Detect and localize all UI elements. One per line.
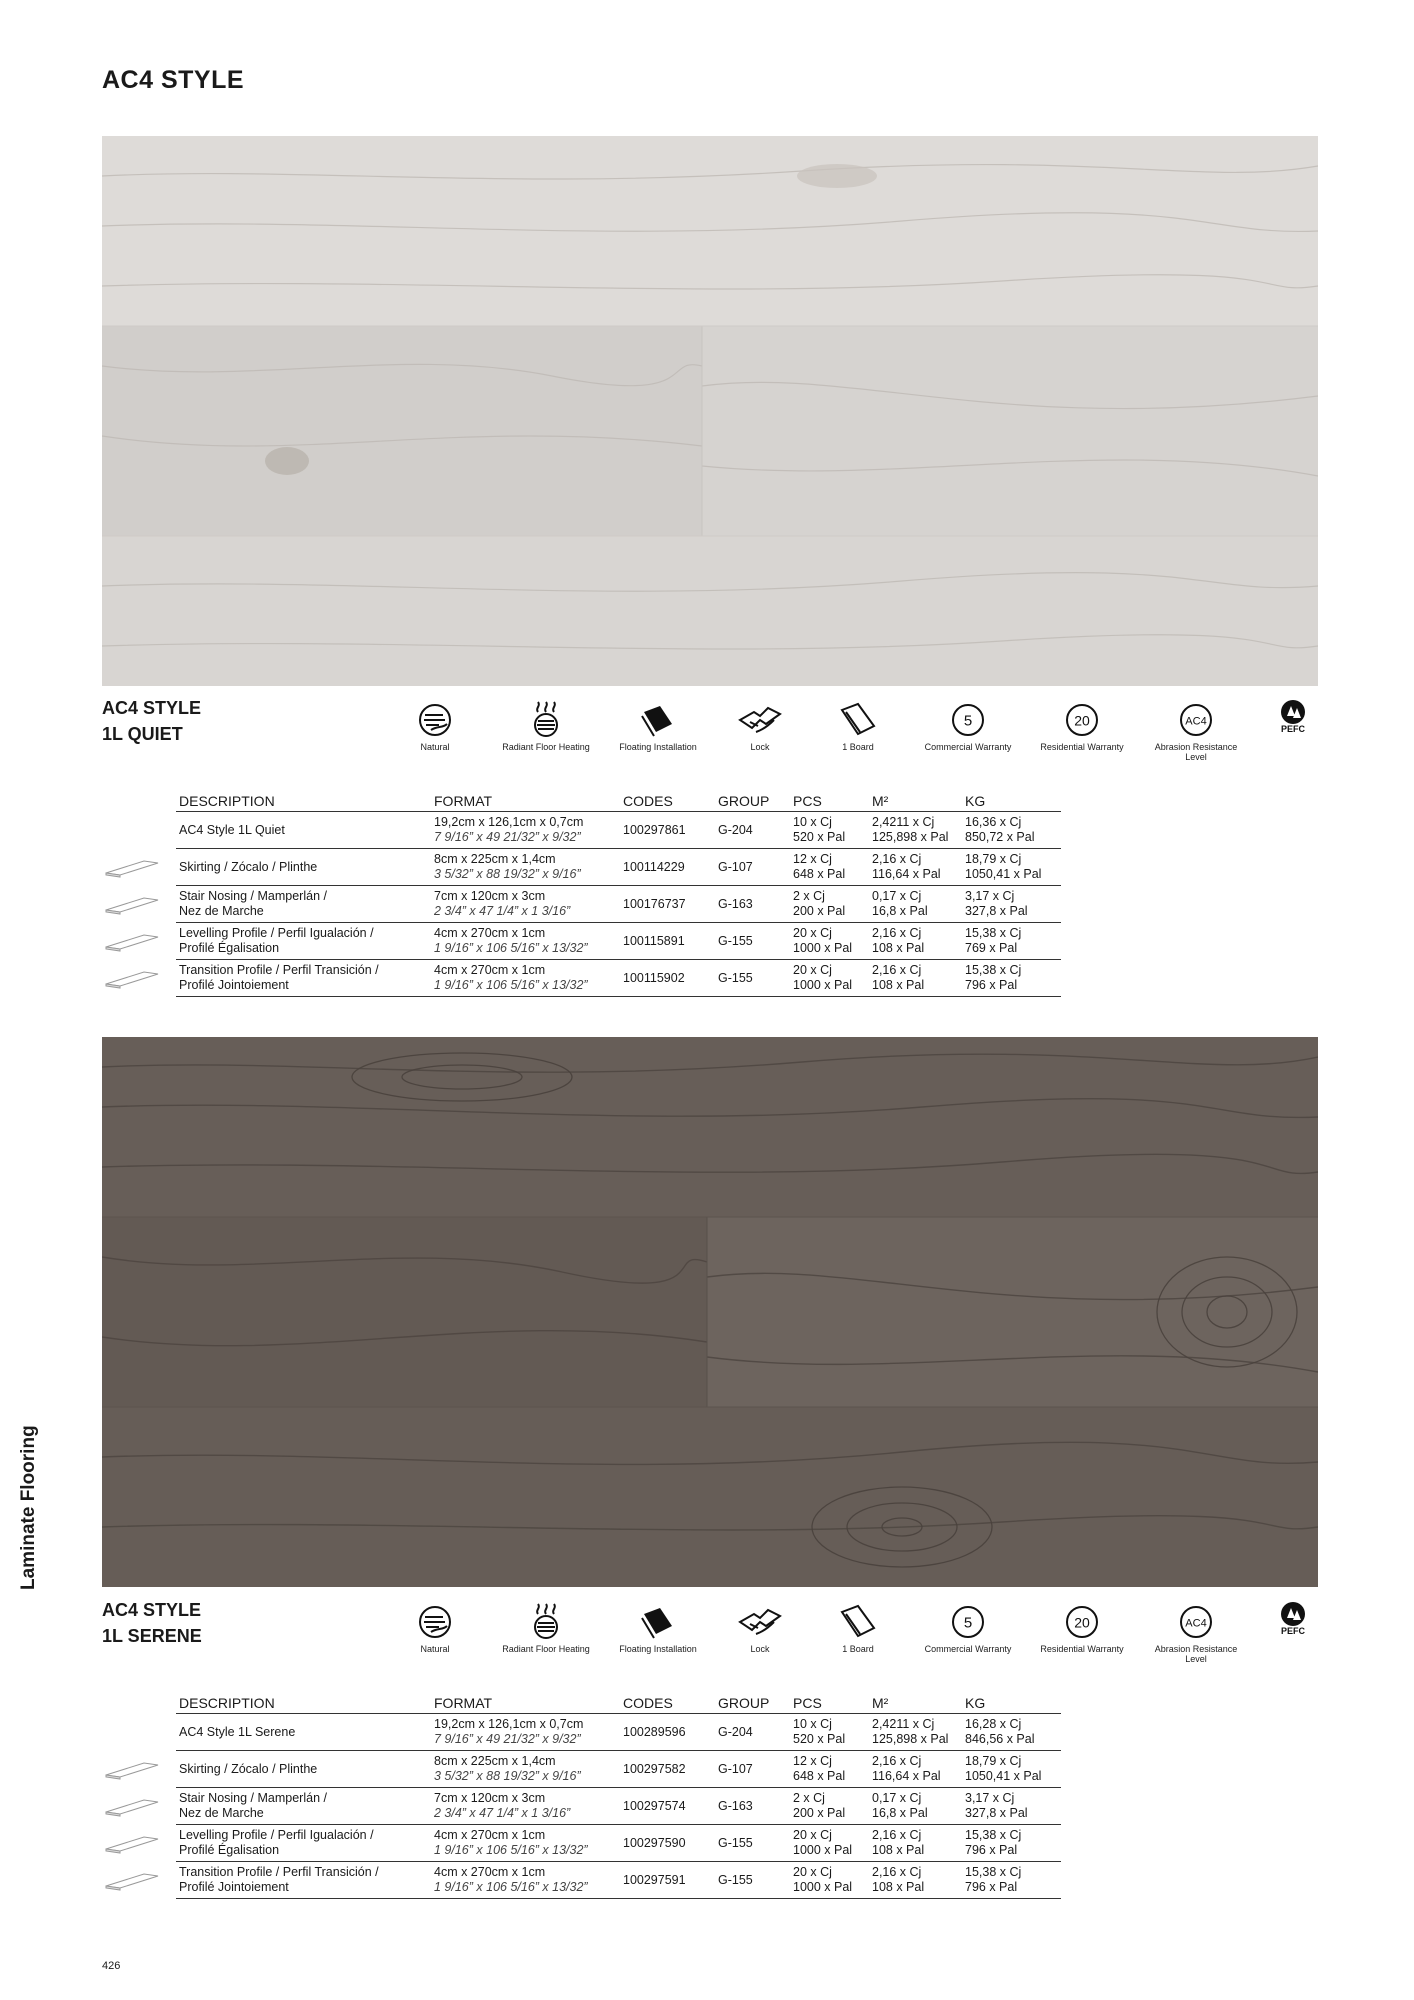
skirting-profile-icon <box>104 857 160 879</box>
feature-natural <box>385 698 485 752</box>
table-row <box>176 1714 1061 1751</box>
feature-abrasion-resistance <box>1146 698 1246 762</box>
column-header: PCS <box>790 1694 869 1714</box>
m2-cell: 0,17 x Cj 16,8 x Pal <box>869 886 962 923</box>
feature-commercial-warranty <box>918 698 1018 752</box>
page-title: AC4 STYLE <box>102 66 245 94</box>
one-board-icon <box>808 698 908 738</box>
column-header: FORMAT <box>431 792 620 812</box>
stair-nosing-icon <box>104 894 160 916</box>
m2-cell: 2,4211 x Cj 125,898 x Pal <box>869 812 962 849</box>
description-cell: Transition Profile / Perfil Transición / Profilé Jointoiement <box>176 1862 431 1899</box>
one-board-icon <box>808 1600 908 1640</box>
m2-cell: 2,16 x Cj 108 x Pal <box>869 1862 962 1899</box>
description-cell: Transition Profile / Perfil Transición / Profilé Jointoiement <box>176 960 431 997</box>
pcs-cell: 10 x Cj 520 x Pal <box>790 1714 869 1751</box>
column-header: CODES <box>620 792 715 812</box>
feature-floating-installation <box>608 698 708 752</box>
group-cell: G-155 <box>715 923 790 960</box>
m2-cell: 2,4211 x Cj 125,898 x Pal <box>869 1714 962 1751</box>
format-cell: 19,2cm x 126,1cm x 0,7cm 7 9/16” x 49 21/32” x 9/32” <box>431 1714 620 1751</box>
group-cell: G-107 <box>715 1751 790 1788</box>
feature-label: 1 Board <box>842 742 874 752</box>
description-cell: Skirting / Zócalo / Plinthe <box>176 1751 431 1788</box>
feature-radiant-floor-heating <box>496 698 596 752</box>
abrasion-resistance-icon <box>1146 698 1246 738</box>
description-cell: Levelling Profile / Perfil Igualación / Profilé Égalisation <box>176 923 431 960</box>
residential-warranty-icon <box>1032 1600 1132 1640</box>
code-cell: 100297582 <box>620 1751 715 1788</box>
table-row <box>176 1825 1061 1862</box>
commercial-warranty-icon <box>918 698 1018 738</box>
feature-label: Radiant Floor Heating <box>502 742 590 752</box>
group-cell: G-155 <box>715 1862 790 1899</box>
format-cell: 8cm x 225cm x 1,4cm 3 5/32” x 88 19/32” x 9/16” <box>431 849 620 886</box>
table-row <box>176 1788 1061 1825</box>
column-header: DESCRIPTION <box>176 792 431 812</box>
code-cell: 100114229 <box>620 849 715 886</box>
description-cell: AC4 Style 1L Serene <box>176 1714 431 1751</box>
pcs-cell: 20 x Cj 1000 x Pal <box>790 923 869 960</box>
table-row <box>176 812 1061 849</box>
spec-table-quiet <box>176 792 1061 997</box>
feature-label: Natural <box>420 1644 450 1654</box>
table-row <box>176 1751 1061 1788</box>
table-row <box>176 886 1061 923</box>
pcs-cell: 10 x Cj 520 x Pal <box>790 812 869 849</box>
natural-icon <box>385 1600 485 1640</box>
code-cell: 100297861 <box>620 812 715 849</box>
transition-profile-icon <box>104 968 160 990</box>
feature-label: Floating Installation <box>619 1644 697 1654</box>
wood-sample-image-serene <box>102 1037 1318 1587</box>
feature-floating-installation <box>608 1600 708 1654</box>
svg-text:PEFC: PEFC <box>1280 1626 1306 1636</box>
group-cell: G-204 <box>715 1714 790 1751</box>
format-cell: 4cm x 270cm x 1cm 1 9/16” x 106 5/16” x 13/32” <box>431 1862 620 1899</box>
code-cell: 100289596 <box>620 1714 715 1751</box>
m2-cell: 2,16 x Cj 116,64 x Pal <box>869 1751 962 1788</box>
feature-label: Commercial Warranty <box>924 1644 1012 1654</box>
code-cell: 100115891 <box>620 923 715 960</box>
kg-cell: 16,28 x Cj 846,56 x Pal <box>962 1714 1061 1751</box>
svg-text:20: 20 <box>1074 712 1090 729</box>
table-row <box>176 1862 1061 1899</box>
svg-text:AC4: AC4 <box>1185 1617 1207 1630</box>
pcs-cell: 20 x Cj 1000 x Pal <box>790 1862 869 1899</box>
wood-sample-image-quiet <box>102 136 1318 686</box>
pcs-cell: 12 x Cj 648 x Pal <box>790 849 869 886</box>
floating-installation-icon <box>608 1600 708 1640</box>
column-header: GROUP <box>715 792 790 812</box>
lock-icon <box>710 1600 810 1640</box>
abrasion-resistance-icon <box>1146 1600 1246 1640</box>
levelling-profile-icon <box>104 1833 160 1855</box>
commercial-warranty-icon <box>918 1600 1018 1640</box>
natural-icon <box>385 698 485 738</box>
product-name-line2: 1L SERENE <box>102 1626 202 1646</box>
kg-cell: 15,38 x Cj 796 x Pal <box>962 1825 1061 1862</box>
m2-cell: 0,17 x Cj 16,8 x Pal <box>869 1788 962 1825</box>
description-cell: Stair Nosing / Mamperlán / Nez de Marche <box>176 1788 431 1825</box>
kg-cell: 15,38 x Cj 796 x Pal <box>962 1862 1061 1899</box>
svg-text:AC4: AC4 <box>1185 715 1207 728</box>
spec-table-serene <box>176 1694 1061 1899</box>
feature-label: Floating Installation <box>619 742 697 752</box>
table-header-row <box>176 792 1061 812</box>
column-header: DESCRIPTION <box>176 1694 431 1714</box>
format-cell: 7cm x 120cm x 3cm 2 3/4” x 47 1/4” x 1 3/16” <box>431 1788 620 1825</box>
feature-natural <box>385 1600 485 1654</box>
description-cell: Skirting / Zócalo / Plinthe <box>176 849 431 886</box>
feature-abrasion-resistance <box>1146 1600 1246 1664</box>
page-number: 426 <box>102 1960 121 1972</box>
feature-lock <box>710 698 810 752</box>
feature-label: Radiant Floor Heating <box>502 1644 590 1654</box>
feature-label: Lock <box>750 742 770 752</box>
column-header: FORMAT <box>431 1694 620 1714</box>
stair-nosing-icon <box>104 1796 160 1818</box>
column-header: KG <box>962 792 1061 812</box>
product-name-line1: AC4 STYLE <box>102 698 202 718</box>
svg-text:PEFC: PEFC <box>1280 724 1306 734</box>
feature-one-board <box>808 698 908 752</box>
format-cell: 4cm x 270cm x 1cm 1 9/16” x 106 5/16” x 13/32” <box>431 960 620 997</box>
feature-lock <box>710 1600 810 1654</box>
feature-label: Abrasion Resistance Level <box>1154 742 1238 762</box>
svg-text:5: 5 <box>963 712 973 730</box>
pcs-cell: 2 x Cj 200 x Pal <box>790 886 869 923</box>
code-cell: 100297590 <box>620 1825 715 1862</box>
format-cell: 4cm x 270cm x 1cm 1 9/16” x 106 5/16” x 13/32” <box>431 923 620 960</box>
kg-cell: 18,79 x Cj 1050,41 x Pal <box>962 849 1061 886</box>
description-cell: Stair Nosing / Mamperlán / Nez de Marche <box>176 886 431 923</box>
code-cell: 100176737 <box>620 886 715 923</box>
kg-cell: 3,17 x Cj 327,8 x Pal <box>962 1788 1061 1825</box>
pcs-cell: 2 x Cj 200 x Pal <box>790 1788 869 1825</box>
pefc-logo <box>1243 1600 1343 1640</box>
radiant-floor-heating-icon <box>496 1600 596 1640</box>
column-header: M² <box>869 1694 962 1714</box>
feature-icons-serene <box>0 1600 1414 1690</box>
format-cell: 4cm x 270cm x 1cm 1 9/16” x 106 5/16” x 13/32” <box>431 1825 620 1862</box>
pefc-logo <box>1243 698 1343 738</box>
feature-one-board <box>808 1600 908 1654</box>
feature-icons-quiet <box>0 698 1414 788</box>
description-cell: Levelling Profile / Perfil Igualación / Profilé Égalisation <box>176 1825 431 1862</box>
floating-installation-icon <box>608 698 708 738</box>
code-cell: 100115902 <box>620 960 715 997</box>
feature-label: Commercial Warranty <box>924 742 1012 752</box>
pcs-cell: 20 x Cj 1000 x Pal <box>790 960 869 997</box>
format-cell: 19,2cm x 126,1cm x 0,7cm 7 9/16” x 49 21/32” x 9/32” <box>431 812 620 849</box>
side-section-label: Laminate Flooring <box>18 1425 39 1590</box>
kg-cell: 15,38 x Cj 769 x Pal <box>962 923 1061 960</box>
feature-pefc <box>1243 1600 1343 1640</box>
feature-label: Lock <box>750 1644 770 1654</box>
m2-cell: 2,16 x Cj 116,64 x Pal <box>869 849 962 886</box>
code-cell: 100297591 <box>620 1862 715 1899</box>
table-header-row <box>176 1694 1061 1714</box>
column-header: M² <box>869 792 962 812</box>
table-row <box>176 923 1061 960</box>
feature-residential-warranty <box>1032 1600 1132 1654</box>
svg-text:5: 5 <box>963 1614 973 1632</box>
levelling-profile-icon <box>104 931 160 953</box>
skirting-profile-icon <box>104 1759 160 1781</box>
group-cell: G-163 <box>715 1788 790 1825</box>
svg-text:20: 20 <box>1074 1614 1090 1631</box>
feature-commercial-warranty <box>918 1600 1018 1654</box>
description-cell: AC4 Style 1L Quiet <box>176 812 431 849</box>
format-cell: 7cm x 120cm x 3cm 2 3/4” x 47 1/4” x 1 3/16” <box>431 886 620 923</box>
m2-cell: 2,16 x Cj 108 x Pal <box>869 960 962 997</box>
group-cell: G-155 <box>715 1825 790 1862</box>
table-row <box>176 849 1061 886</box>
feature-label: Abrasion Resistance Level <box>1154 1644 1238 1664</box>
feature-pefc <box>1243 698 1343 738</box>
radiant-floor-heating-icon <box>496 698 596 738</box>
feature-residential-warranty <box>1032 698 1132 752</box>
code-cell: 100297574 <box>620 1788 715 1825</box>
column-header: PCS <box>790 792 869 812</box>
group-cell: G-155 <box>715 960 790 997</box>
column-header: GROUP <box>715 1694 790 1714</box>
feature-radiant-floor-heating <box>496 1600 596 1654</box>
feature-label: Natural <box>420 742 450 752</box>
residential-warranty-icon <box>1032 698 1132 738</box>
group-cell: G-163 <box>715 886 790 923</box>
feature-label: Residential Warranty <box>1040 1644 1124 1654</box>
m2-cell: 2,16 x Cj 108 x Pal <box>869 1825 962 1862</box>
pcs-cell: 12 x Cj 648 x Pal <box>790 1751 869 1788</box>
kg-cell: 16,36 x Cj 850,72 x Pal <box>962 812 1061 849</box>
m2-cell: 2,16 x Cj 108 x Pal <box>869 923 962 960</box>
kg-cell: 3,17 x Cj 327,8 x Pal <box>962 886 1061 923</box>
column-header: CODES <box>620 1694 715 1714</box>
format-cell: 8cm x 225cm x 1,4cm 3 5/32” x 88 19/32” x 9/16” <box>431 1751 620 1788</box>
feature-label: Residential Warranty <box>1040 742 1124 752</box>
group-cell: G-107 <box>715 849 790 886</box>
kg-cell: 18,79 x Cj 1050,41 x Pal <box>962 1751 1061 1788</box>
transition-profile-icon <box>104 1870 160 1892</box>
group-cell: G-204 <box>715 812 790 849</box>
table-row <box>176 960 1061 997</box>
lock-icon <box>710 698 810 738</box>
product-name-line2: 1L QUIET <box>102 724 183 744</box>
feature-label: 1 Board <box>842 1644 874 1654</box>
pcs-cell: 20 x Cj 1000 x Pal <box>790 1825 869 1862</box>
column-header: KG <box>962 1694 1061 1714</box>
kg-cell: 15,38 x Cj 796 x Pal <box>962 960 1061 997</box>
product-name-line1: AC4 STYLE <box>102 1600 202 1620</box>
